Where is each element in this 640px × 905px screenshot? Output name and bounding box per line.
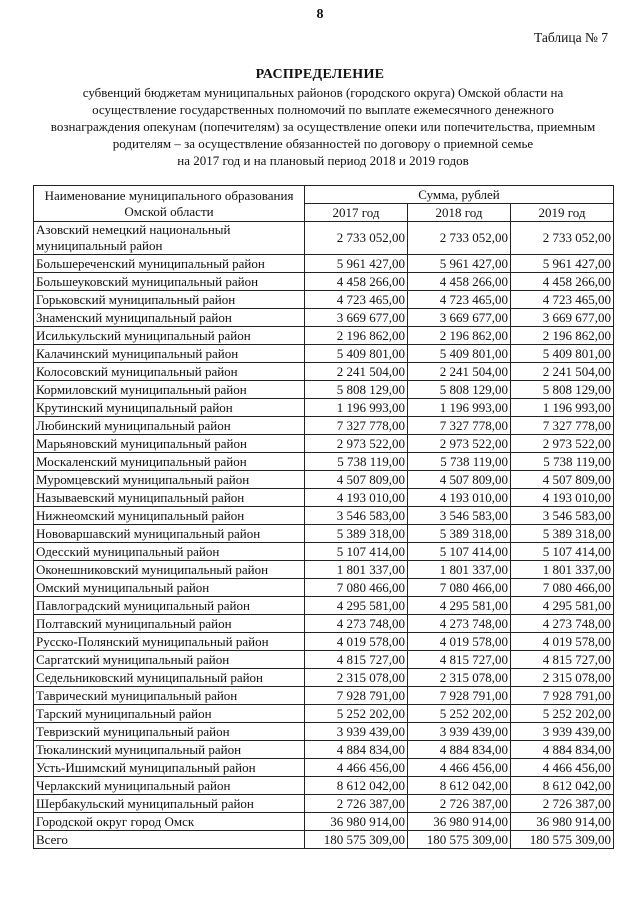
amount-2018: 1 801 337,00 xyxy=(408,561,511,579)
amount-2018: 1 196 993,00 xyxy=(408,399,511,417)
header-year-2018: 2018 год xyxy=(408,204,511,222)
amount-2017: 4 458 266,00 xyxy=(305,273,408,291)
municipality-name: Марьяновский муниципальный район xyxy=(34,435,305,453)
municipality-name: Крутинский муниципальный район xyxy=(34,399,305,417)
amount-2019: 180 575 309,00 xyxy=(511,831,614,849)
amount-2018: 3 939 439,00 xyxy=(408,723,511,741)
amount-2019: 4 193 010,00 xyxy=(511,489,614,507)
municipality-name: Таврический муниципальный район xyxy=(34,687,305,705)
municipality-name: Черлакский муниципальный район xyxy=(34,777,305,795)
page-number: 8 xyxy=(316,7,324,22)
table-row xyxy=(34,543,614,561)
amount-2018: 5 808 129,00 xyxy=(408,381,511,399)
amount-2017: 5 409 801,00 xyxy=(305,345,408,363)
amount-2017: 5 961 427,00 xyxy=(305,255,408,273)
amount-2019: 1 196 993,00 xyxy=(511,399,614,417)
municipality-name: Называевский муниципальный район xyxy=(34,489,305,507)
amount-2017: 4 507 809,00 xyxy=(305,471,408,489)
table-row xyxy=(34,813,614,831)
amount-2018: 2 973 522,00 xyxy=(408,435,511,453)
amount-2017: 36 980 914,00 xyxy=(305,813,408,831)
amount-2017: 2 196 862,00 xyxy=(305,327,408,345)
table-row xyxy=(34,381,614,399)
amount-2019: 8 612 042,00 xyxy=(511,777,614,795)
table-row xyxy=(34,705,614,723)
amount-2019: 4 723 465,00 xyxy=(511,291,614,309)
municipality-name: Всего xyxy=(34,831,305,849)
municipality-name: Знаменский муниципальный район xyxy=(34,309,305,327)
amount-2018: 4 884 834,00 xyxy=(408,741,511,759)
amount-2017: 7 928 791,00 xyxy=(305,687,408,705)
subtitle-line: субвенций бюджетам муниципальных районов (городского округа) Омской области на xyxy=(82,85,564,100)
amount-2017: 1 801 337,00 xyxy=(305,561,408,579)
table-row xyxy=(34,363,614,381)
amount-2018: 4 507 809,00 xyxy=(408,471,511,489)
amount-2019: 2 315 078,00 xyxy=(511,669,614,687)
header-municipality xyxy=(34,186,305,222)
amount-2019: 2 726 387,00 xyxy=(511,795,614,813)
municipality-name: Тюкалинский муниципальный район xyxy=(34,741,305,759)
amount-2019: 4 507 809,00 xyxy=(511,471,614,489)
amount-2017: 2 241 504,00 xyxy=(305,363,408,381)
amount-2019: 3 939 439,00 xyxy=(511,723,614,741)
amount-2017: 4 815 727,00 xyxy=(305,651,408,669)
amount-2018: 7 327 778,00 xyxy=(408,417,511,435)
amount-2019: 2 196 862,00 xyxy=(511,327,614,345)
amount-2019: 7 327 778,00 xyxy=(511,417,614,435)
amount-2019: 4 273 748,00 xyxy=(511,615,614,633)
table-row xyxy=(34,759,614,777)
table-row xyxy=(34,597,614,615)
amount-2018: 4 193 010,00 xyxy=(408,489,511,507)
municipality-name: Колосовский муниципальный район xyxy=(34,363,305,381)
amount-2018: 5 107 414,00 xyxy=(408,543,511,561)
municipality-name: Полтавский муниципальный район xyxy=(34,615,305,633)
amount-2019: 36 980 914,00 xyxy=(511,813,614,831)
amount-2019: 4 815 727,00 xyxy=(511,651,614,669)
table-row xyxy=(34,561,614,579)
amount-2019: 5 107 414,00 xyxy=(511,543,614,561)
table-row xyxy=(34,633,614,651)
amount-2017: 5 389 318,00 xyxy=(305,525,408,543)
municipality-name: Павлоградский муниципальный район xyxy=(34,597,305,615)
table-row xyxy=(34,525,614,543)
amount-2018: 2 241 504,00 xyxy=(408,363,511,381)
header-year-2017: 2017 год xyxy=(305,204,408,222)
amount-2018: 5 409 801,00 xyxy=(408,345,511,363)
table-row xyxy=(34,435,614,453)
amount-2018: 4 458 266,00 xyxy=(408,273,511,291)
amount-2018: 4 295 581,00 xyxy=(408,597,511,615)
table-row xyxy=(34,399,614,417)
amount-2018: 4 815 727,00 xyxy=(408,651,511,669)
amount-2018: 36 980 914,00 xyxy=(408,813,511,831)
amount-2018: 4 273 748,00 xyxy=(408,615,511,633)
amount-2019: 3 546 583,00 xyxy=(511,507,614,525)
municipality-name: Седельниковский муниципальный район xyxy=(34,669,305,687)
document-title: РАСПРЕДЕЛЕНИЕ xyxy=(255,67,385,82)
amount-2019: 7 080 466,00 xyxy=(511,579,614,597)
amount-2019: 5 409 801,00 xyxy=(511,345,614,363)
municipality-name: Нижнеомский муниципальный район xyxy=(34,507,305,525)
table-row xyxy=(34,507,614,525)
amount-2019: 2 973 522,00 xyxy=(511,435,614,453)
amount-2019: 5 252 202,00 xyxy=(511,705,614,723)
amount-2019: 4 295 581,00 xyxy=(511,597,614,615)
amount-2019: 5 961 427,00 xyxy=(511,255,614,273)
table-label: Таблица № 7 xyxy=(534,30,608,45)
table-row xyxy=(34,723,614,741)
amount-2017: 4 884 834,00 xyxy=(305,741,408,759)
amount-2017: 7 327 778,00 xyxy=(305,417,408,435)
table-row xyxy=(34,615,614,633)
amount-2017: 5 808 129,00 xyxy=(305,381,408,399)
amount-2017: 4 273 748,00 xyxy=(305,615,408,633)
amount-2018: 7 080 466,00 xyxy=(408,579,511,597)
municipality-name: Омский муниципальный район xyxy=(34,579,305,597)
amount-2017: 4 295 581,00 xyxy=(305,597,408,615)
amount-2019: 2 733 052,00 xyxy=(511,222,614,255)
amount-2017: 4 466 456,00 xyxy=(305,759,408,777)
municipality-name: Одесский муниципальный район xyxy=(34,543,305,561)
municipality-name: Оконешниковский муниципальный район xyxy=(34,561,305,579)
table-row xyxy=(34,831,614,849)
amount-2019: 4 466 456,00 xyxy=(511,759,614,777)
amount-2018: 2 315 078,00 xyxy=(408,669,511,687)
amount-2017: 2 733 052,00 xyxy=(305,222,408,255)
amount-2018: 5 389 318,00 xyxy=(408,525,511,543)
amount-2017: 8 612 042,00 xyxy=(305,777,408,795)
amount-2017: 2 726 387,00 xyxy=(305,795,408,813)
amount-2019: 7 928 791,00 xyxy=(511,687,614,705)
table-row xyxy=(34,741,614,759)
header-municipality-line1: Наименование муниципального образования xyxy=(44,187,294,203)
document-subtitle xyxy=(30,84,616,169)
amount-2017: 2 315 078,00 xyxy=(305,669,408,687)
amount-2017: 3 939 439,00 xyxy=(305,723,408,741)
table-row xyxy=(34,273,614,291)
table-row xyxy=(34,327,614,345)
amount-2017: 4 723 465,00 xyxy=(305,291,408,309)
municipality-name: Шербакульский муниципальный район xyxy=(34,795,305,813)
table-row xyxy=(34,471,614,489)
amount-2018: 4 723 465,00 xyxy=(408,291,511,309)
amount-2018: 2 726 387,00 xyxy=(408,795,511,813)
amount-2019: 3 669 677,00 xyxy=(511,309,614,327)
amount-2017: 180 575 309,00 xyxy=(305,831,408,849)
amount-2019: 2 241 504,00 xyxy=(511,363,614,381)
amount-2019: 5 389 318,00 xyxy=(511,525,614,543)
table-row xyxy=(34,795,614,813)
amount-2018: 2 733 052,00 xyxy=(408,222,511,255)
amount-2018: 3 669 677,00 xyxy=(408,309,511,327)
amount-2017: 5 107 414,00 xyxy=(305,543,408,561)
amount-2018: 8 612 042,00 xyxy=(408,777,511,795)
subtitle-line: вознаграждения опекунам (попечителям) за осуществление опеки или попечительства, приемным xyxy=(50,119,596,134)
amount-2019: 4 019 578,00 xyxy=(511,633,614,651)
table-row xyxy=(34,489,614,507)
amount-2017: 2 973 522,00 xyxy=(305,435,408,453)
amount-2018: 5 252 202,00 xyxy=(408,705,511,723)
table-row xyxy=(34,687,614,705)
municipality-name: Муромцевский муниципальный район xyxy=(34,471,305,489)
municipality-name: Городской округ город Омск xyxy=(34,813,305,831)
table-row xyxy=(34,255,614,273)
table-row xyxy=(34,417,614,435)
municipality-name: Большереченский муниципальный район xyxy=(34,255,305,273)
amount-2019: 1 801 337,00 xyxy=(511,561,614,579)
amount-2019: 4 884 834,00 xyxy=(511,741,614,759)
amount-2017: 7 080 466,00 xyxy=(305,579,408,597)
municipality-name: Большеуковский муниципальный район xyxy=(34,273,305,291)
amount-2018: 4 019 578,00 xyxy=(408,633,511,651)
municipality-name: Горьковский муниципальный район xyxy=(34,291,305,309)
table-row xyxy=(34,345,614,363)
amount-2018: 7 928 791,00 xyxy=(408,687,511,705)
municipality-name: Русско-Полянский муниципальный район xyxy=(34,633,305,651)
table-row xyxy=(34,291,614,309)
table-row xyxy=(34,579,614,597)
amount-2018: 4 466 456,00 xyxy=(408,759,511,777)
header-municipality-line2: Омской области xyxy=(124,203,214,219)
subtitle-line: осуществление государственных полномочий по выплате ежемесячного денежного xyxy=(92,102,554,117)
amount-2018: 180 575 309,00 xyxy=(408,831,511,849)
amount-2018: 5 738 119,00 xyxy=(408,453,511,471)
amount-2017: 3 546 583,00 xyxy=(305,507,408,525)
subtitle-line: на 2017 год и на плановый период 2018 и 2019 годов xyxy=(177,153,469,168)
municipality-name: Калачинский муниципальный район xyxy=(34,345,305,363)
header-sum: Сумма, рублей xyxy=(305,186,614,204)
municipality-name: Усть-Ишимский муниципальный район xyxy=(34,759,305,777)
municipality-name: Кормиловский муниципальный район xyxy=(34,381,305,399)
amount-2017: 5 252 202,00 xyxy=(305,705,408,723)
distribution-table xyxy=(33,185,614,849)
amount-2019: 5 808 129,00 xyxy=(511,381,614,399)
amount-2019: 5 738 119,00 xyxy=(511,453,614,471)
table-row xyxy=(34,669,614,687)
municipality-name: Тарский муниципальный район xyxy=(34,705,305,723)
table-row xyxy=(34,453,614,471)
municipality-name: Нововаршавский муниципальный район xyxy=(34,525,305,543)
table-row xyxy=(34,777,614,795)
amount-2017: 5 738 119,00 xyxy=(305,453,408,471)
amount-2017: 4 019 578,00 xyxy=(305,633,408,651)
header-year-2019: 2019 год xyxy=(511,204,614,222)
amount-2018: 2 196 862,00 xyxy=(408,327,511,345)
municipality-name: Любинский муниципальный район xyxy=(34,417,305,435)
municipality-name: Москаленский муниципальный район xyxy=(34,453,305,471)
municipality-name: Азовский немецкий национальный муниципальный район xyxy=(34,222,305,255)
amount-2017: 1 196 993,00 xyxy=(305,399,408,417)
subtitle-line: родителям – за осуществление обязанностей по договору о приемной семье xyxy=(112,136,534,151)
amount-2017: 3 669 677,00 xyxy=(305,309,408,327)
municipality-name: Тевризский муниципальный район xyxy=(34,723,305,741)
amount-2019: 4 458 266,00 xyxy=(511,273,614,291)
municipality-name: Саргатский муниципальный район xyxy=(34,651,305,669)
table-row xyxy=(34,309,614,327)
table-row xyxy=(34,651,614,669)
amount-2018: 3 546 583,00 xyxy=(408,507,511,525)
table-row xyxy=(34,222,614,255)
amount-2018: 5 961 427,00 xyxy=(408,255,511,273)
municipality-name: Исилькульский муниципальный район xyxy=(34,327,305,345)
amount-2017: 4 193 010,00 xyxy=(305,489,408,507)
